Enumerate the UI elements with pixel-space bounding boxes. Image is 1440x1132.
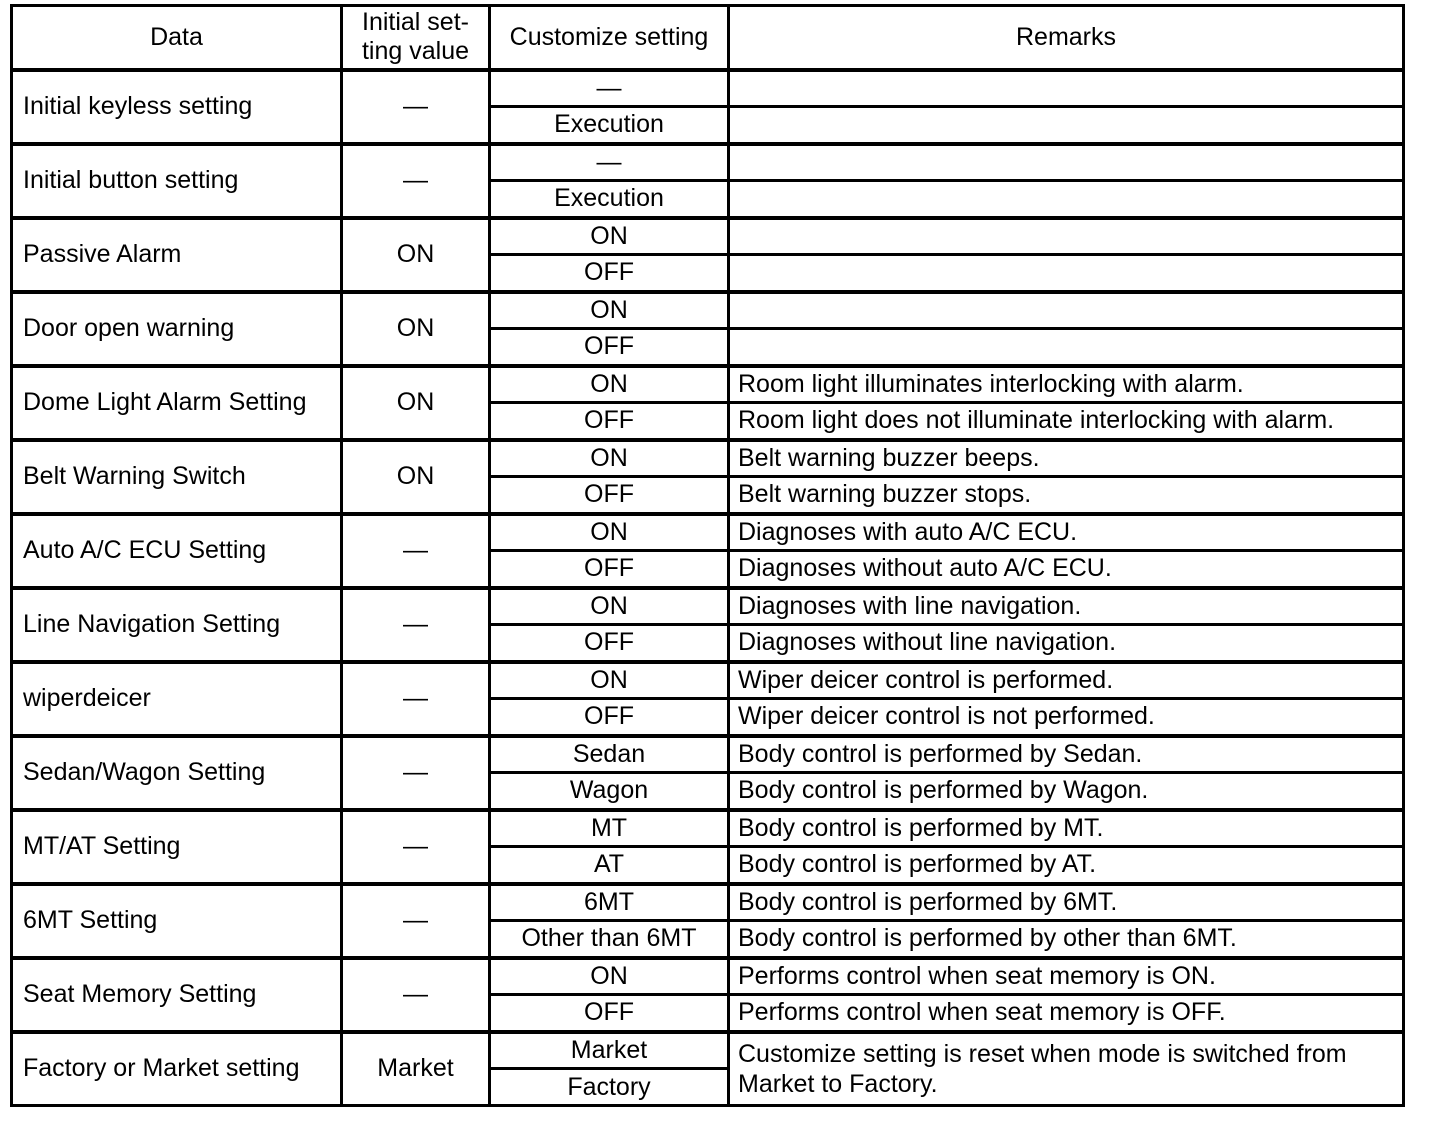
cell-remark: Diagnoses without auto A/C ECU.	[729, 551, 1404, 588]
cell-data: Factory or Market setting	[12, 1032, 342, 1106]
manual-page	[0, 4, 1440, 1132]
cell-remark: Body control is performed by MT.	[729, 810, 1404, 847]
remark-line1: Customize setting is reset when mode is switched from	[738, 1039, 1347, 1068]
cell-customize-setting: ON	[490, 440, 729, 477]
cell-remark: Body control is performed by AT.	[729, 847, 1404, 884]
cell-customize-setting: OFF	[490, 995, 729, 1032]
cell-initial-value: ON	[342, 366, 490, 440]
table-row	[12, 958, 1404, 995]
table-row	[12, 366, 1404, 403]
cell-customize-setting: Factory	[490, 1069, 729, 1106]
cell-remark: Body control is performed by 6MT.	[729, 884, 1404, 921]
cell-customize-setting: OFF	[490, 329, 729, 366]
cell-customize-setting: OFF	[490, 551, 729, 588]
cell-remark: Body control is performed by other than 6MT.	[729, 921, 1404, 958]
cell-customize-setting: —	[490, 144, 729, 181]
cell-remark	[729, 107, 1404, 144]
cell-customize-setting: OFF	[490, 625, 729, 662]
customize-settings-table	[10, 4, 1405, 1107]
cell-remark	[729, 329, 1404, 366]
cell-remark: Body control is performed by Sedan.	[729, 736, 1404, 773]
cell-remark: Performs control when seat memory is ON.	[729, 958, 1404, 995]
cell-customize-setting: ON	[490, 292, 729, 329]
cell-customize-setting: Sedan	[490, 736, 729, 773]
cell-remark: Room light does not illuminate interlocking with alarm.	[729, 403, 1404, 440]
cell-remark: Belt warning buzzer beeps.	[729, 440, 1404, 477]
table-row	[12, 736, 1404, 773]
cell-customize-setting: OFF	[490, 403, 729, 440]
cell-data: wiperdeicer	[12, 662, 342, 736]
cell-customize-setting: OFF	[490, 699, 729, 736]
cell-initial-value: —	[342, 736, 490, 810]
cell-data: Line Navigation Setting	[12, 588, 342, 662]
table-row	[12, 292, 1404, 329]
cell-remark: Diagnoses with line navigation.	[729, 588, 1404, 625]
cell-customize-setting: —	[490, 70, 729, 107]
cell-customize-setting: OFF	[490, 477, 729, 514]
table-row	[12, 144, 1404, 181]
cell-remark	[729, 1032, 1404, 1106]
cell-data: Sedan/Wagon Setting	[12, 736, 342, 810]
table-row	[12, 1032, 1404, 1069]
cell-remark: Body control is performed by Wagon.	[729, 773, 1404, 810]
cell-data: 6MT Setting	[12, 884, 342, 958]
table-row	[12, 588, 1404, 625]
cell-customize-setting: OFF	[490, 255, 729, 292]
cell-data: Seat Memory Setting	[12, 958, 342, 1032]
cell-remark	[729, 292, 1404, 329]
cell-data: Initial keyless setting	[12, 70, 342, 144]
cell-data: Passive Alarm	[12, 218, 342, 292]
header-initial-line2: ting value	[361, 37, 470, 66]
header-customize-setting: Customize setting	[490, 6, 729, 70]
cell-initial-value: ON	[342, 292, 490, 366]
cell-remark	[729, 255, 1404, 292]
cell-data: MT/AT Setting	[12, 810, 342, 884]
cell-customize-setting: Other than 6MT	[490, 921, 729, 958]
cell-data: Initial button setting	[12, 144, 342, 218]
table-row	[12, 514, 1404, 551]
cell-data: Belt Warning Switch	[12, 440, 342, 514]
cell-customize-setting: Execution	[490, 107, 729, 144]
table-row	[12, 884, 1404, 921]
cell-customize-setting: Wagon	[490, 773, 729, 810]
cell-initial-value: —	[342, 144, 490, 218]
cell-initial-value: —	[342, 70, 490, 144]
cell-remark: Performs control when seat memory is OFF.	[729, 995, 1404, 1032]
cell-initial-value: —	[342, 958, 490, 1032]
cell-remark: Belt warning buzzer stops.	[729, 477, 1404, 514]
cell-customize-setting: ON	[490, 218, 729, 255]
cell-remark: Diagnoses without line navigation.	[729, 625, 1404, 662]
cell-customize-setting: ON	[490, 366, 729, 403]
cell-remark	[729, 70, 1404, 107]
cell-remark: Diagnoses with auto A/C ECU.	[729, 514, 1404, 551]
cell-customize-setting: Market	[490, 1032, 729, 1069]
cell-initial-value: ON	[342, 218, 490, 292]
cell-remark: Wiper deicer control is not performed.	[729, 699, 1404, 736]
cell-customize-setting: ON	[490, 958, 729, 995]
cell-remark	[729, 144, 1404, 181]
header-initial-line1: Initial set-	[362, 8, 469, 37]
table-row	[12, 218, 1404, 255]
cell-customize-setting: AT	[490, 847, 729, 884]
cell-data: Door open warning	[12, 292, 342, 366]
cell-initial-value: Market	[342, 1032, 490, 1106]
remark-line2: Market to Factory.	[738, 1069, 938, 1098]
cell-remark	[729, 181, 1404, 218]
cell-customize-setting: 6MT	[490, 884, 729, 921]
header-row	[12, 6, 1404, 70]
table-row	[12, 440, 1404, 477]
table-row	[12, 810, 1404, 847]
header-initial-setting-value	[342, 6, 490, 70]
table-row	[12, 70, 1404, 107]
table-row	[12, 662, 1404, 699]
cell-remark: Room light illuminates interlocking with alarm.	[729, 366, 1404, 403]
cell-remark	[729, 218, 1404, 255]
cell-customize-setting: ON	[490, 662, 729, 699]
cell-data: Auto A/C ECU Setting	[12, 514, 342, 588]
cell-initial-value: —	[342, 884, 490, 958]
header-data: Data	[12, 6, 342, 70]
cell-initial-value: —	[342, 662, 490, 736]
cell-customize-setting: MT	[490, 810, 729, 847]
cell-customize-setting: Execution	[490, 181, 729, 218]
cell-customize-setting: ON	[490, 588, 729, 625]
header-remarks: Remarks	[729, 6, 1404, 70]
cell-initial-value: —	[342, 810, 490, 884]
cell-customize-setting: ON	[490, 514, 729, 551]
cell-initial-value: ON	[342, 440, 490, 514]
cell-initial-value: —	[342, 514, 490, 588]
cell-remark: Wiper deicer control is performed.	[729, 662, 1404, 699]
cell-data: Dome Light Alarm Setting	[12, 366, 342, 440]
cell-initial-value: —	[342, 588, 490, 662]
